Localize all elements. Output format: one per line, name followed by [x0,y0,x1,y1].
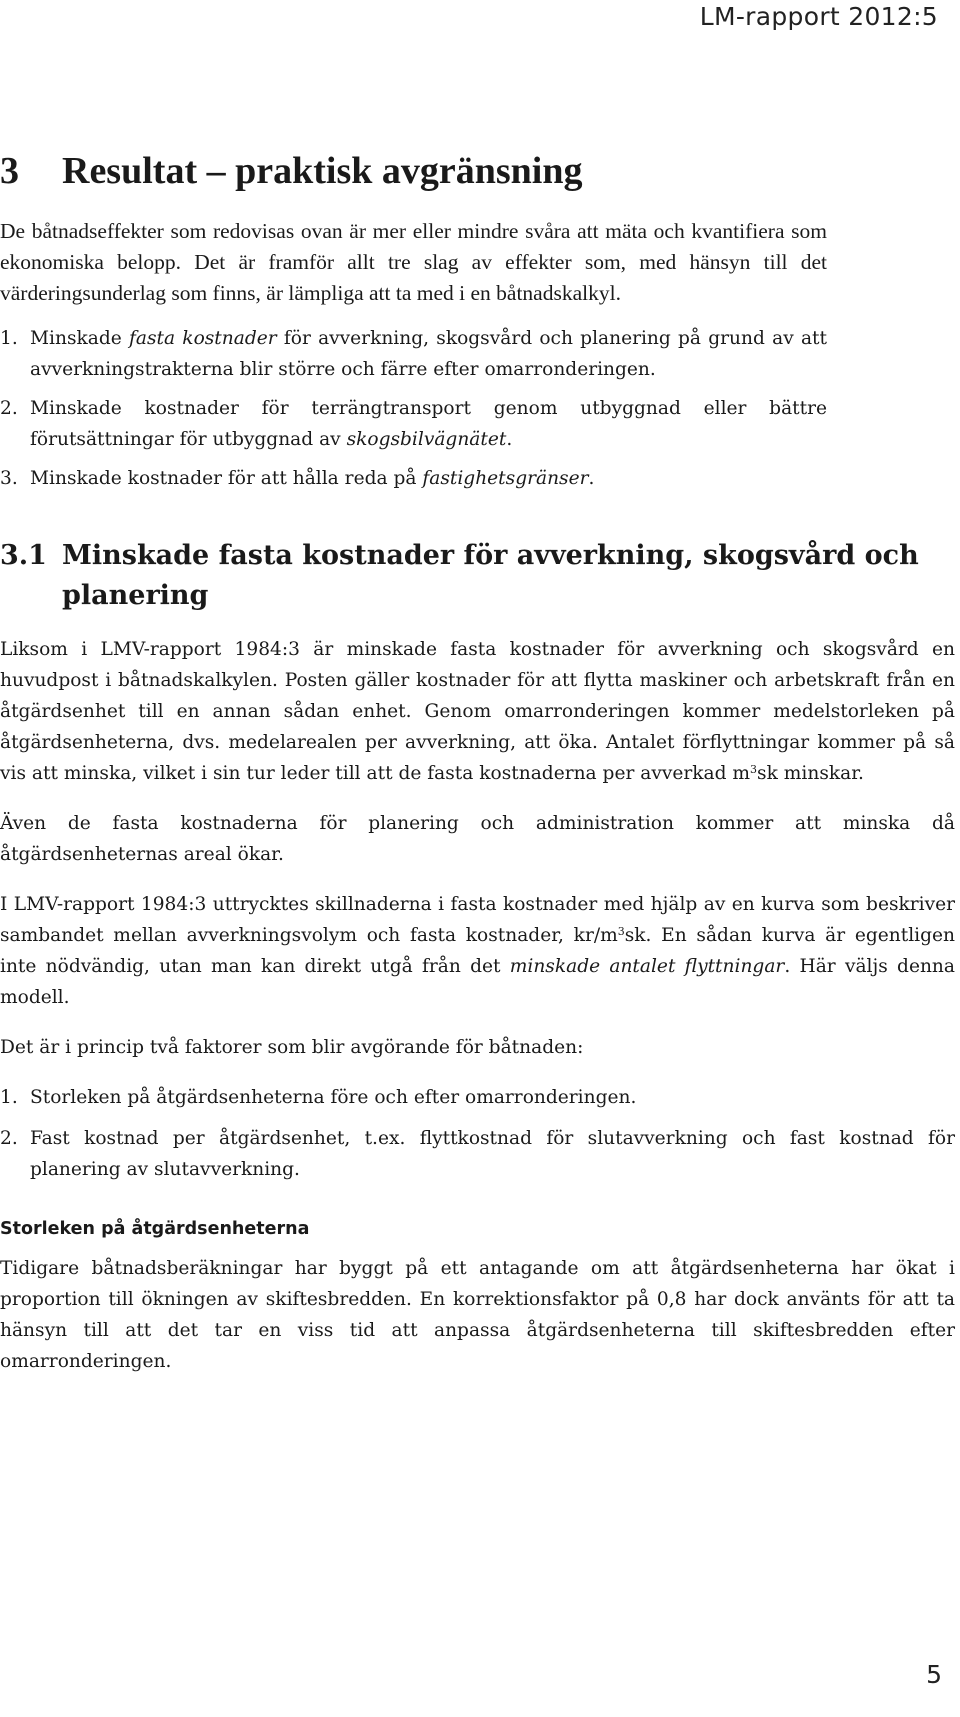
paragraph-heading: Storleken på åtgärdsenheterna [0,1219,310,1239]
text-run: sk minskar. [757,763,864,784]
text-run: . [588,468,595,489]
list-number: 1. [0,328,18,349]
list-item [0,393,827,455]
superscript: 3 [617,925,625,938]
body-paragraph: Även de fasta kostnaderna för planering och administration kommer att minska då åtgärdsenheternas areal ökar. [0,813,955,865]
section-number: 3 [0,150,19,192]
text-run: . Här väljs denna modell. [0,956,955,1008]
text-run: för avverkning, skogsvård och planering på grund av att avverkningstrakterna blir större och färre efter omarronderingen. [30,328,827,380]
list-number: 3. [0,468,18,489]
text-run: sk. En sådan kurva är egentligen inte nödvändig, utan man kan direkt utgå från det [0,925,955,977]
text-run: Minskade kostnader för att hålla reda på [30,468,423,489]
body-paragraph [0,634,955,789]
list-item [0,1123,955,1185]
text-run: Minskade [30,328,129,349]
list-item [0,463,827,494]
list-number: 1. [0,1087,18,1108]
text-run: . [506,429,513,450]
running-header: LM-rapport 2012:5 [699,2,938,31]
superscript: 3 [750,763,758,776]
page-number: 5 [926,1660,942,1689]
text-run: Minskade kostnader för terrängtransport genom utbyggnad eller bättre förutsättningar för utbyggnad av [30,398,827,450]
list-item [0,1082,955,1113]
section-heading [0,148,955,194]
list-item [0,323,827,385]
list-text [30,463,827,494]
emphasis: minskade antalet flyttningar [509,956,785,977]
list-number: 2. [0,1128,18,1149]
emphasis: skogsbilvägnätet [346,429,507,450]
factors-list [0,1082,955,1185]
list-number: 2. [0,398,18,419]
intro-paragraph: De båtnadseffekter som redovisas ovan är mer eller mindre svåra att mäta och kvantifiera som ekonomiska belopp. Det är framför allt tre slag av effekter som, med hänsyn till det värderingsunderlag som finns, är lämpliga att ta med i en båtnadskalkyl. [0,219,827,305]
list-text: Storleken på åtgärdsenheterna före och efter omarronderingen. [30,1087,637,1108]
subsection-number: 3.1 [0,540,47,571]
emphasis: fasta kostnader [129,328,277,349]
page-body [0,148,955,1396]
subsection-title: Minskade fasta kostnader för avverkning, skogsvård och planering [62,540,919,611]
emphasis: fastighetsgränser [422,468,589,489]
body-paragraph: Tidigare båtnadsberäkningar har byggt på ett antagande om att åtgärdsenheterna har ökat i proportion till ökningen av skiftesbredden. En korrektionsfaktor på 0,8 har dock använts för att ta hänsyn till att det tar en viss tid att anpassa åtgärdsenheterna till skiftesbredden efter omarronderingen. [0,1258,955,1372]
list-text [30,323,827,385]
text-run: I LMV-rapport 1984:3 uttrycktes skillnaderna i fasta kostnader med hjälp av en kurva som beskriver sambandet mellan avverkningsvolym och fasta kostnader, kr/m [0,894,955,946]
list-text: Fast kostnad per åtgärdsenhet, t.ex. flyttkostnad för slutavverkning och fast kostnad för planering av slutavverkning. [30,1128,955,1180]
section-title: Resultat – praktisk avgränsning [62,150,583,192]
text-run: Liksom i LMV-rapport 1984:3 är minskade fasta kostnader för avverkning och skogsvård en huvudpost i båtnadskalkylen. Posten gäller kostnader för att flytta maskiner och arbetskraft från en åtgärdsenhet till en annan sådan enhet. Genom omarronderingen kommer medelstorleken på åtgärdsenheterna, dvs. medelarealen per avverkning, att öka. Antalet förflyttningar kommer på så vis att minska, vilket i sin tur leder till att de fasta kostnaderna per avverkad m [0,639,955,784]
body-paragraph: Det är i princip två faktorer som blir avgörande för båtnaden: [0,1037,584,1058]
subsection-heading [0,536,955,616]
list-text [30,393,827,455]
effects-list [0,323,827,494]
body-paragraph [0,889,955,1013]
